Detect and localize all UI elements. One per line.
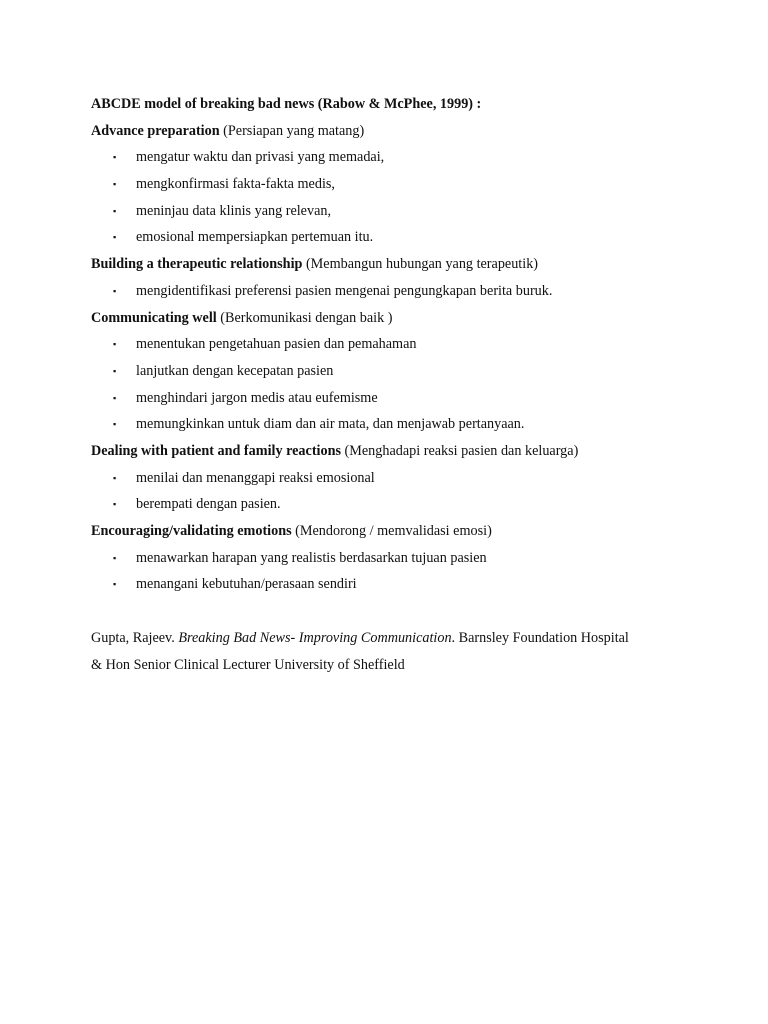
reference-author: Gupta, Rajeev. [91, 629, 175, 646]
section-term: Encouraging/validating emotions [91, 523, 292, 539]
document-page [91, 91, 731, 679]
section-translation: (Menghadapi reaksi pasien dan keluarga) [344, 442, 579, 459]
reference-line-1 [91, 625, 731, 652]
section-term: Building a therapeutic relationship [91, 256, 303, 273]
square-bullet-icon: ▪ [113, 205, 117, 216]
list-item-text: memungkinkan untuk diam dan air mata, dan menjawab pertanyaan. [136, 416, 525, 433]
section-translation: (Persiapan yang matang) [223, 122, 365, 139]
list-item [91, 224, 731, 251]
square-bullet-icon: ▪ [113, 552, 117, 563]
list-item [91, 385, 731, 412]
document-title: ABCDE model of breaking bad news (Rabow & McPhee, 1999) : [91, 96, 482, 112]
section-heading [91, 305, 731, 332]
square-bullet-icon: ▪ [113, 232, 117, 243]
list-item-text: meninjau data klinis yang relevan, [136, 202, 332, 219]
list-item [91, 331, 731, 358]
list-item-text: lanjutkan dengan kecepatan pasien [136, 362, 334, 379]
reference-line-2 [91, 652, 731, 679]
section-term: Communicating well [91, 309, 217, 326]
square-bullet-icon: ▪ [113, 152, 117, 163]
list-item-text: menentukan pengetahuan pasien dan pemahaman [136, 336, 417, 353]
list-item-text: mengatur waktu dan privasi yang memadai, [136, 149, 385, 166]
section-translation: (Mendorong / memvalidasi emosi) [295, 523, 492, 539]
square-bullet-icon: ▪ [113, 499, 117, 510]
square-bullet-icon: ▪ [113, 365, 117, 376]
spacer [91, 598, 731, 625]
square-bullet-icon: ▪ [113, 179, 117, 190]
list-item [91, 358, 731, 385]
list-item-text: mengidentifikasi preferensi pasien mengenai pengungkapan berita buruk. [136, 282, 553, 299]
list-item-text: menilai dan menanggapi reaksi emosional [136, 469, 375, 486]
list-item-text: menawarkan harapan yang realistis berdasarkan tujuan pasien [136, 549, 487, 566]
list-item [91, 198, 731, 225]
section-heading [91, 518, 731, 545]
list-item [91, 144, 731, 171]
section-heading [91, 118, 731, 145]
list-item [91, 545, 731, 572]
list-item-text: menangani kebutuhan/perasaan sendiri [136, 576, 357, 593]
square-bullet-icon: ▪ [113, 472, 117, 483]
list-item [91, 411, 731, 438]
section-translation: (Berkomunikasi dengan baik ) [220, 309, 393, 326]
list-item-text: emosional mempersiapkan pertemuan itu. [136, 229, 374, 246]
list-item-text: berempati dengan pasien. [136, 496, 281, 513]
section-term: Advance preparation [91, 122, 220, 139]
list-item-text: mengkonfirmasi fakta-fakta medis, [136, 176, 335, 193]
reference-affiliation: & Hon Senior Clinical Lecturer University of Sheffield [91, 656, 405, 673]
list-item [91, 171, 731, 198]
square-bullet-icon: ▪ [113, 285, 117, 296]
section-heading [91, 438, 731, 465]
list-item [91, 278, 731, 305]
list-item [91, 465, 731, 492]
section-term: Dealing with patient and family reactions [91, 442, 341, 459]
list-item-text: menghindari jargon medis atau eufemisme [136, 389, 378, 406]
square-bullet-icon: ▪ [113, 419, 117, 430]
reference-publisher: . Barnsley Foundation Hospital [451, 629, 629, 646]
square-bullet-icon: ▪ [113, 579, 117, 590]
reference-title: Breaking Bad News- Improving Communication [178, 629, 452, 646]
square-bullet-icon: ▪ [113, 339, 117, 350]
section-translation: (Membangun hubungan yang terapeutik) [305, 256, 539, 273]
square-bullet-icon: ▪ [113, 392, 117, 403]
list-item [91, 491, 731, 518]
list-item [91, 571, 731, 598]
section-heading [91, 251, 731, 278]
sections-container [91, 118, 731, 598]
